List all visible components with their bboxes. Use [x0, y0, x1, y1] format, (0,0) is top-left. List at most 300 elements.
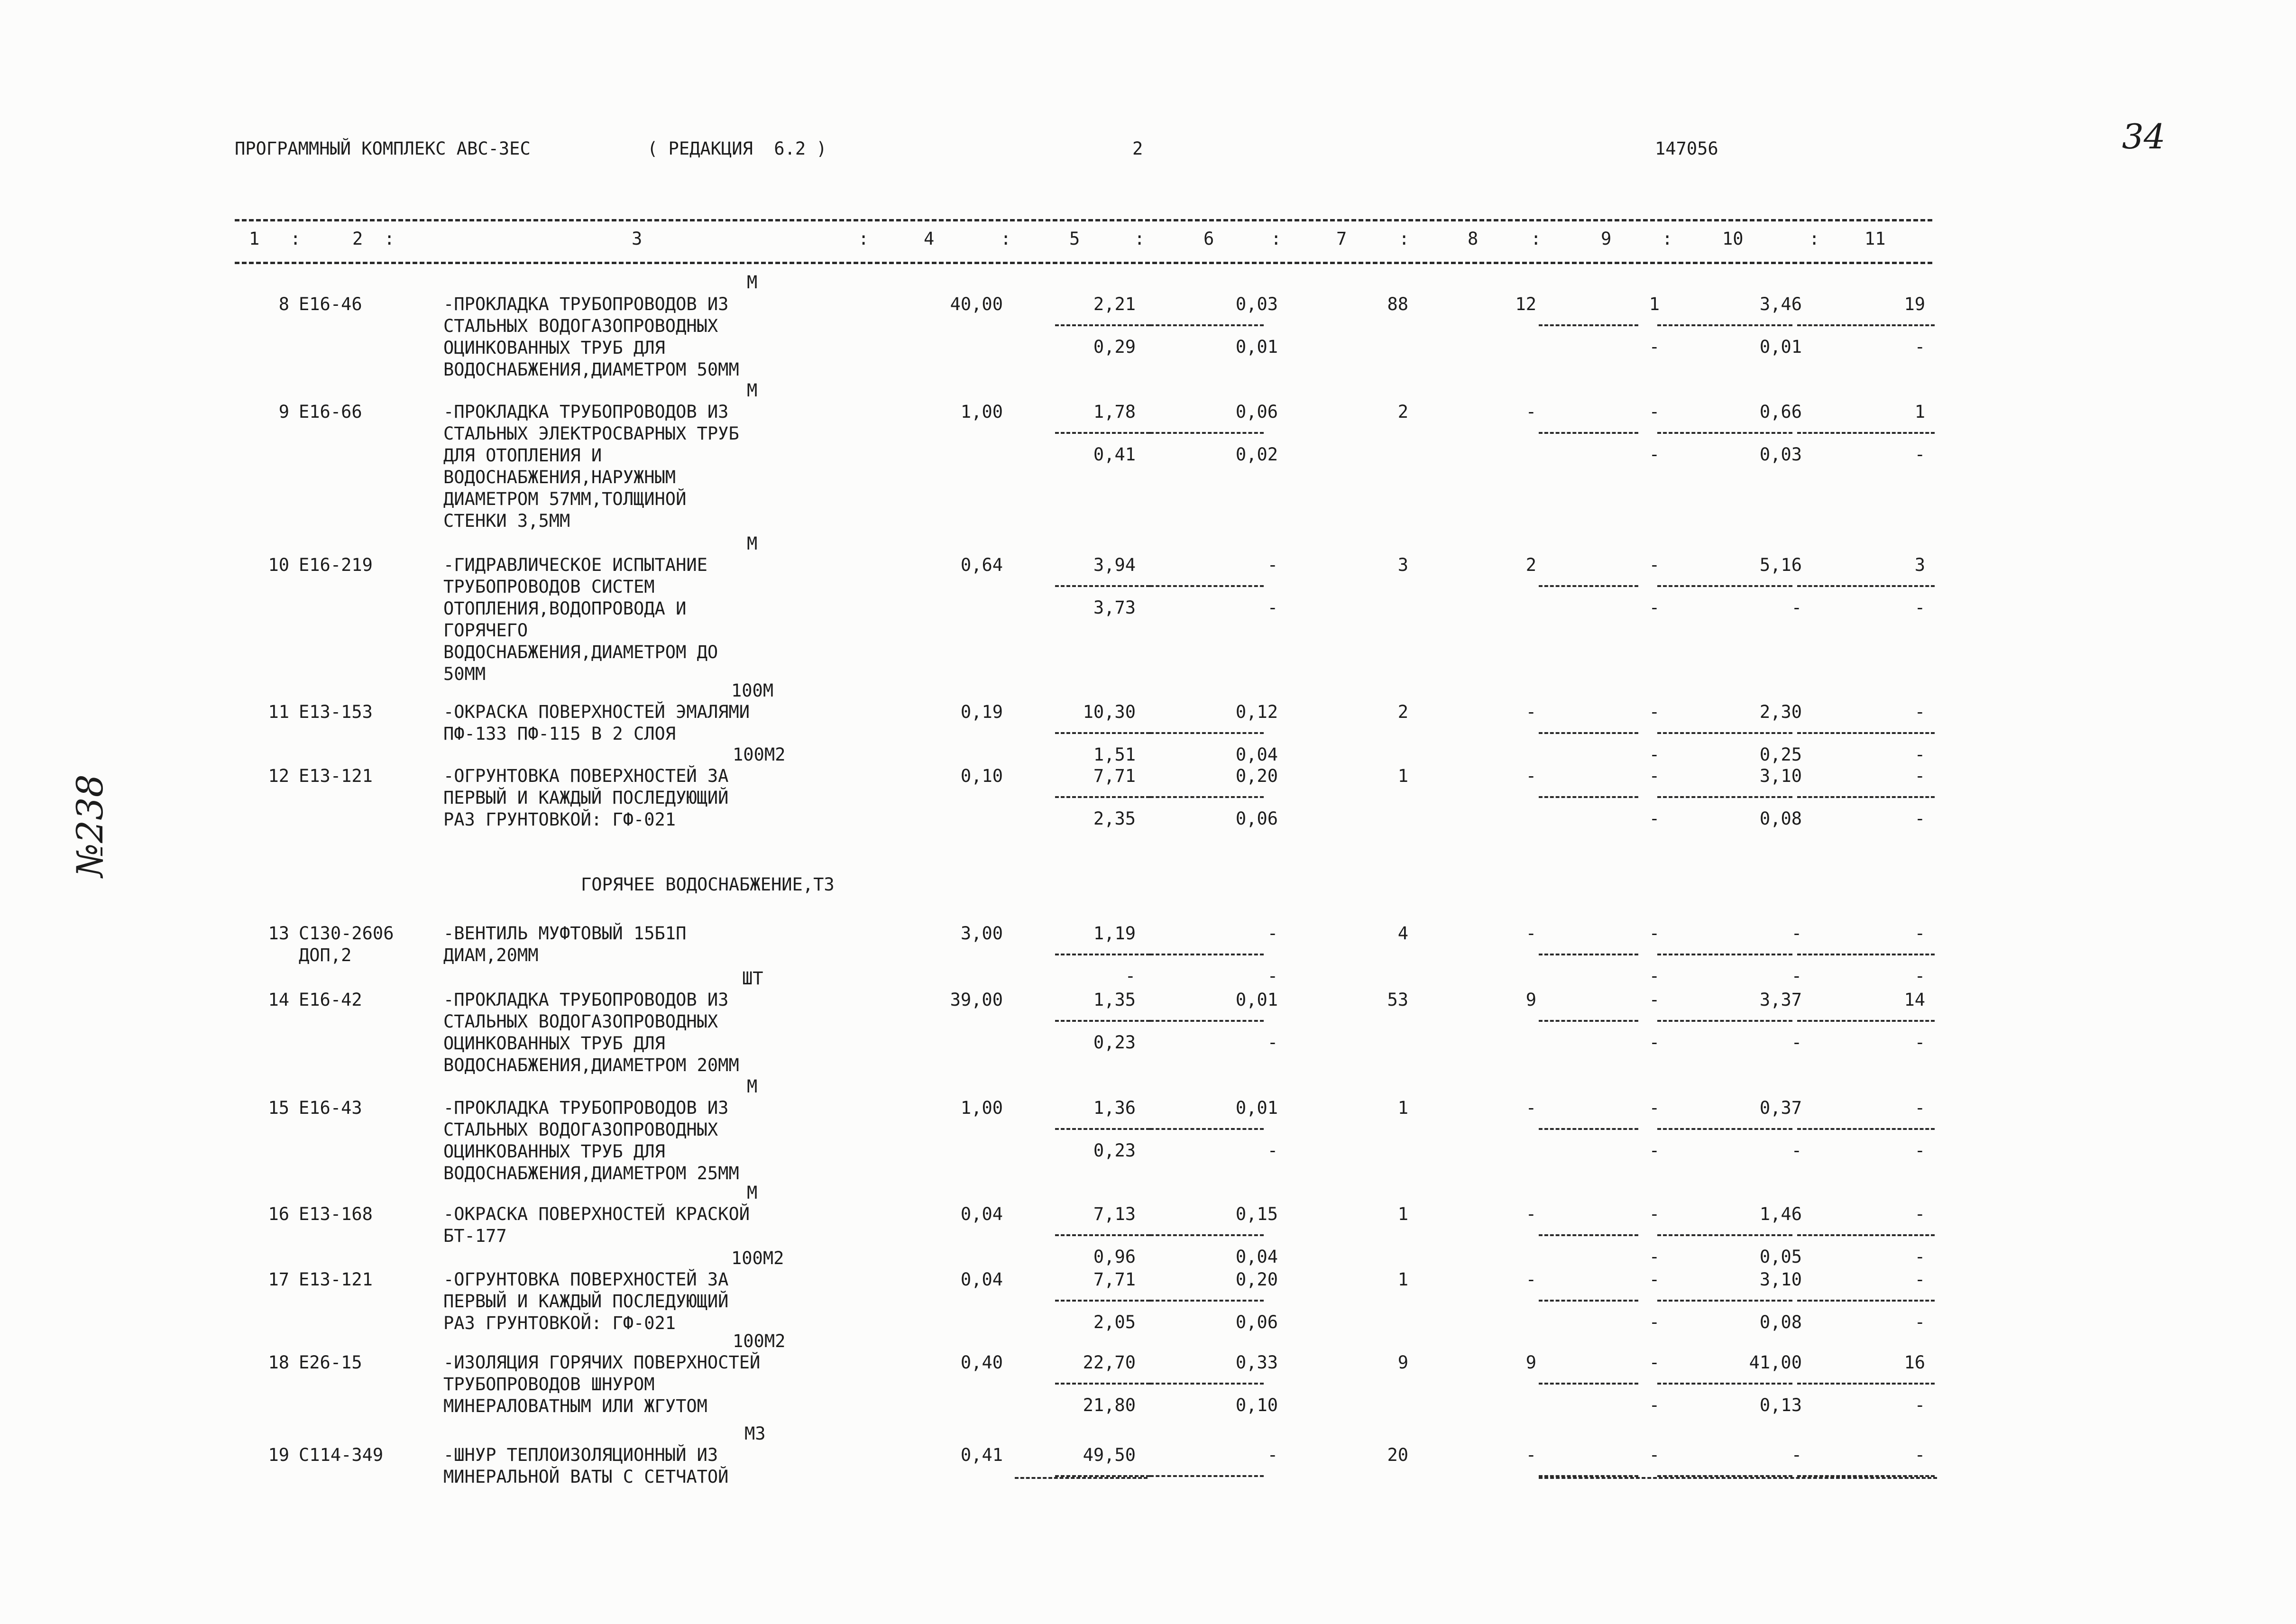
- cell-col6-sub: -: [1267, 1032, 1278, 1053]
- cell-col7: 53: [1387, 990, 1408, 1010]
- cell-col6: 0,06: [1235, 402, 1278, 422]
- quantity: 0,40: [960, 1352, 1003, 1373]
- cell-col5-sub: -: [1125, 966, 1136, 986]
- handwritten-page-number: 34: [2122, 117, 2166, 156]
- cell-divider: [1150, 1234, 1264, 1236]
- unit-label: М: [747, 380, 758, 401]
- cell-col10: 3,10: [1759, 1269, 1802, 1290]
- cell-col9-sub: -: [1649, 1247, 1660, 1267]
- cell-col10: 2,30: [1759, 702, 1802, 722]
- cell-col6-sub: 0,10: [1235, 1395, 1278, 1415]
- cell-col11: -: [1914, 1204, 1925, 1224]
- rate-code: С114-349: [299, 1445, 384, 1465]
- cell-col10: 0,66: [1759, 402, 1802, 422]
- quantity: 0,04: [960, 1204, 1003, 1224]
- cell-col11-sub: -: [1914, 597, 1925, 618]
- cell-divider: [1015, 1477, 1148, 1479]
- cell-col10: -: [1791, 923, 1802, 944]
- cell-divider: [1150, 432, 1264, 434]
- cell-divider: [1055, 732, 1150, 734]
- rate-code: Е13-153: [299, 702, 373, 722]
- column-number: 1: [249, 229, 260, 249]
- cell-col5-sub: 2,05: [1093, 1312, 1136, 1332]
- work-description-line: РАЗ ГРУНТОВКОЙ: ГФ-021: [443, 1313, 676, 1333]
- rate-code: Е16-43: [299, 1098, 362, 1118]
- cell-divider: [1797, 1128, 1935, 1130]
- cell-divider: [1539, 1477, 1937, 1479]
- header-rule-top: [235, 219, 1932, 221]
- cell-col11-sub: -: [1914, 1395, 1925, 1415]
- quantity: 39,00: [950, 990, 1003, 1010]
- cell-col9: -: [1649, 990, 1660, 1010]
- cell-col5: 49,50: [1083, 1445, 1136, 1465]
- column-separator: :: [1001, 229, 1011, 249]
- cell-col10-sub: 0,25: [1759, 744, 1802, 765]
- cell-col9: -: [1649, 923, 1660, 944]
- cell-col5-sub: 3,73: [1093, 597, 1136, 618]
- work-description-line: ДЛЯ ОТОПЛЕНИЯ И: [443, 445, 602, 466]
- cell-col9: -: [1649, 402, 1660, 422]
- work-description-line: ТРУБОПРОВОДОВ ШНУРОМ: [443, 1374, 655, 1395]
- cell-divider: [1150, 1383, 1264, 1385]
- work-description-line: МИНЕРАЛЬНОЙ ВАТЫ С СЕТЧАТОЙ: [443, 1467, 729, 1487]
- row-number: 15: [268, 1098, 289, 1118]
- cell-divider: [1055, 1383, 1150, 1385]
- cell-col8: -: [1525, 1204, 1536, 1224]
- cell-col7: 3: [1397, 555, 1408, 575]
- column-separator: :: [1662, 229, 1673, 249]
- unit-label: М: [747, 533, 758, 554]
- cell-col11: -: [1914, 923, 1925, 944]
- column-separator: :: [384, 229, 395, 249]
- cell-col10: 1,46: [1759, 1204, 1802, 1224]
- unit-label: М: [747, 272, 758, 293]
- cell-col10: -: [1791, 1445, 1802, 1465]
- cell-divider: [1657, 324, 1792, 326]
- work-description-line: ВОДОСНАБЖЕНИЯ,ДИАМЕТРОМ 20ММ: [443, 1055, 739, 1075]
- cell-divider: [1539, 585, 1638, 587]
- cell-col9: -: [1649, 1445, 1660, 1465]
- cell-col5: 1,78: [1093, 402, 1136, 422]
- cell-col9: -: [1649, 555, 1660, 575]
- cell-col10-sub: -: [1791, 597, 1802, 618]
- cell-divider: [1150, 1128, 1264, 1130]
- cell-col9: -: [1649, 702, 1660, 722]
- cell-divider: [1055, 796, 1150, 798]
- cell-col5: 3,94: [1093, 555, 1136, 575]
- cell-col6-sub: -: [1267, 597, 1278, 618]
- cell-col6: 0,33: [1235, 1352, 1278, 1373]
- row-number: 18: [268, 1352, 289, 1373]
- cell-col6: 0,03: [1235, 294, 1278, 314]
- cell-col6: 0,20: [1235, 766, 1278, 786]
- column-separator: :: [858, 229, 869, 249]
- cell-col9-sub: -: [1649, 744, 1660, 765]
- cell-col9: -: [1649, 1098, 1660, 1118]
- cell-divider: [1657, 1128, 1792, 1130]
- column-separator: :: [1271, 229, 1282, 249]
- cell-col5-sub: 21,80: [1083, 1395, 1136, 1415]
- quantity: 3,00: [960, 923, 1003, 944]
- cell-col9-sub: -: [1649, 1140, 1660, 1161]
- cell-divider: [1797, 1300, 1935, 1302]
- cell-divider: [1539, 732, 1638, 734]
- cell-divider: [1539, 1383, 1638, 1385]
- margin-handwritten-note: №238: [69, 774, 111, 877]
- cell-col9-sub: -: [1649, 597, 1660, 618]
- row-number: 13: [268, 923, 289, 944]
- cell-col5: 1,36: [1093, 1098, 1136, 1118]
- cell-col6: -: [1267, 1445, 1278, 1465]
- cell-divider: [1055, 324, 1150, 326]
- row-number: 14: [268, 990, 289, 1010]
- cell-col11: -: [1914, 702, 1925, 722]
- cell-col11: -: [1914, 1098, 1925, 1118]
- cell-col11-sub: -: [1914, 337, 1925, 357]
- cell-col6-sub: 0,02: [1235, 444, 1278, 465]
- quantity: 0,19: [960, 702, 1003, 722]
- cell-col6-sub: 0,01: [1235, 337, 1278, 357]
- rate-code-suffix: ДОП,2: [299, 945, 352, 965]
- cell-divider: [1055, 1128, 1150, 1130]
- cell-divider: [1150, 1475, 1264, 1477]
- cell-col9-sub: -: [1649, 1032, 1660, 1053]
- work-description-line: ОЦИНКОВАННЫХ ТРУБ ДЛЯ: [443, 1141, 665, 1162]
- rate-code: Е16-42: [299, 990, 362, 1010]
- cell-divider: [1539, 796, 1638, 798]
- work-description-line: ПЕРВЫЙ И КАЖДЫЙ ПОСЛЕДУЮЩИЙ: [443, 788, 729, 808]
- quantity: 0,41: [960, 1445, 1003, 1465]
- cell-col9-sub: -: [1649, 966, 1660, 986]
- rate-code: Е16-46: [299, 294, 362, 314]
- cell-col11: 16: [1904, 1352, 1925, 1373]
- row-number: 19: [268, 1445, 289, 1465]
- cell-col6-sub: 0,04: [1235, 744, 1278, 765]
- cell-col11: 14: [1904, 990, 1925, 1010]
- quantity: 0,10: [960, 766, 1003, 786]
- unit-label: М: [747, 1183, 758, 1203]
- cell-col9: -: [1649, 1204, 1660, 1224]
- column-separator: :: [1134, 229, 1145, 249]
- work-description-line: БТ-177: [443, 1226, 507, 1246]
- work-description-line: -ОГРУНТОВКА ПОВЕРХНОСТЕЙ ЗА: [443, 766, 729, 786]
- cell-col6: 0,20: [1235, 1269, 1278, 1290]
- cell-divider: [1657, 432, 1792, 434]
- cell-col8: -: [1525, 766, 1536, 786]
- rate-code: Е13-168: [299, 1204, 373, 1224]
- cell-col5-sub: 0,41: [1093, 444, 1136, 465]
- cell-col11-sub: -: [1914, 1140, 1925, 1161]
- cell-col6-sub: 0,06: [1235, 808, 1278, 829]
- cell-col6: 0,15: [1235, 1204, 1278, 1224]
- cell-col10: 41,00: [1749, 1352, 1802, 1373]
- unit-label: 100М2: [733, 744, 786, 765]
- work-description-line: ДИАМЕТРОМ 57ММ,ТОЛЩИНОЙ: [443, 489, 687, 509]
- row-number: 8: [278, 294, 289, 314]
- cell-col7: 1: [1397, 1204, 1408, 1224]
- edition: ( РЕДАКЦИЯ 6.2 ): [647, 138, 827, 159]
- cell-divider: [1150, 1300, 1264, 1302]
- cell-col10-sub: 0,01: [1759, 337, 1802, 357]
- cell-col11-sub: -: [1914, 808, 1925, 829]
- column-number: 5: [1069, 229, 1080, 249]
- cell-divider: [1657, 1020, 1792, 1022]
- work-description-line: ТРУБОПРОВОДОВ СИСТЕМ: [443, 577, 655, 597]
- cell-col9-sub: -: [1649, 337, 1660, 357]
- cell-col9: -: [1649, 1269, 1660, 1290]
- cell-col6-sub: -: [1267, 966, 1278, 986]
- work-description-line: СТАЛЬНЫХ ВОДОГАЗОПРОВОДНЫХ: [443, 1011, 718, 1032]
- cell-col9: 1: [1649, 294, 1660, 314]
- cell-col9: -: [1649, 1352, 1660, 1373]
- work-description-line: -ИЗОЛЯЦИЯ ГОРЯЧИХ ПОВЕРХНОСТЕЙ: [443, 1352, 761, 1373]
- cell-divider: [1657, 1383, 1792, 1385]
- cell-col11-sub: -: [1914, 744, 1925, 765]
- unit-label: 100М2: [733, 1331, 786, 1351]
- rate-code: Е13-121: [299, 766, 373, 786]
- cell-col8: -: [1525, 923, 1536, 944]
- rate-code: Е26-15: [299, 1352, 362, 1373]
- cell-col11-sub: -: [1914, 1247, 1925, 1267]
- row-number: 17: [268, 1269, 289, 1290]
- cell-col11: 1: [1914, 402, 1925, 422]
- cell-col10-sub: 0,08: [1759, 1312, 1802, 1332]
- cell-col8: -: [1525, 1445, 1536, 1465]
- work-description-line: -ОГРУНТОВКА ПОВЕРХНОСТЕЙ ЗА: [443, 1269, 729, 1290]
- cell-col10-sub: 0,05: [1759, 1247, 1802, 1267]
- cell-col6: 0,01: [1235, 990, 1278, 1010]
- quantity: 0,04: [960, 1269, 1003, 1290]
- work-description-line: -ВЕНТИЛЬ МУФТОВЫЙ 15Б1П: [443, 923, 687, 944]
- program-title: ПРОГРАММНЫЙ КОМПЛЕКС АВС-3ЕС: [235, 138, 531, 159]
- cell-divider: [1797, 432, 1935, 434]
- column-number: 2: [352, 229, 363, 249]
- cell-divider: [1150, 954, 1264, 955]
- cell-col5: 10,30: [1083, 702, 1136, 722]
- cell-col5-sub: 0,23: [1093, 1032, 1136, 1053]
- cell-divider: [1539, 1020, 1638, 1022]
- work-description-line: -ПРОКЛАДКА ТРУБОПРОВОДОВ ИЗ: [443, 402, 729, 422]
- work-description-line: 50ММ: [443, 664, 486, 684]
- cell-col8: -: [1525, 1269, 1536, 1290]
- column-number: 8: [1468, 229, 1479, 249]
- cell-col11-sub: -: [1914, 444, 1925, 465]
- cell-col6: 0,12: [1235, 702, 1278, 722]
- row-number: 10: [268, 555, 289, 575]
- column-separator: :: [1399, 229, 1410, 249]
- cell-divider: [1055, 1234, 1150, 1236]
- column-number: 4: [924, 229, 935, 249]
- work-description-line: -ОКРАСКА ПОВЕРХНОСТЕЙ ЭМАЛЯМИ: [443, 702, 750, 722]
- cell-col5-sub: 2,35: [1093, 808, 1136, 829]
- cell-col11-sub: -: [1914, 1032, 1925, 1053]
- cell-col10: 3,46: [1759, 294, 1802, 314]
- cell-col11-sub: -: [1914, 966, 1925, 986]
- cell-divider: [1657, 1300, 1792, 1302]
- work-description-line: -ГИДРАВЛИЧЕСКОЕ ИСПЫТАНИЕ: [443, 555, 707, 575]
- unit-label: М: [747, 1076, 758, 1097]
- unit-label: ШТ: [742, 968, 763, 989]
- cell-divider: [1539, 432, 1638, 434]
- cell-col7: 2: [1397, 402, 1408, 422]
- cell-col8: 9: [1525, 1352, 1536, 1373]
- work-description-line: ОТОПЛЕНИЯ,ВОДОПРОВОДА И: [443, 598, 687, 619]
- cell-col7: 4: [1397, 923, 1408, 944]
- column-separator: :: [1531, 229, 1542, 249]
- cell-divider: [1797, 732, 1935, 734]
- cell-col11: -: [1914, 1269, 1925, 1290]
- cell-divider: [1797, 585, 1935, 587]
- quantity: 40,00: [950, 294, 1003, 314]
- work-description-line: ДИАМ,20ММ: [443, 945, 539, 965]
- cell-divider: [1150, 796, 1264, 798]
- work-description-line: СТАЛЬНЫХ ЭЛЕКТРОСВАРНЫХ ТРУБ: [443, 423, 739, 444]
- cell-col7: 1: [1397, 1269, 1408, 1290]
- column-number: 9: [1601, 229, 1612, 249]
- cell-col11: -: [1914, 1445, 1925, 1465]
- cell-divider: [1657, 585, 1792, 587]
- row-number: 16: [268, 1204, 289, 1224]
- cell-divider: [1657, 732, 1792, 734]
- cell-divider: [1797, 1383, 1935, 1385]
- cell-col9-sub: -: [1649, 444, 1660, 465]
- cell-col10-sub: -: [1791, 966, 1802, 986]
- cell-col8: 9: [1525, 990, 1536, 1010]
- work-description-line: ВОДОСНАБЖЕНИЯ,ДИАМЕТРОМ ДО: [443, 642, 718, 662]
- cell-col6-sub: 0,06: [1235, 1312, 1278, 1332]
- document-number: 147056: [1655, 138, 1718, 159]
- quantity: 0,64: [960, 555, 1003, 575]
- column-separator: :: [1809, 229, 1820, 249]
- row-number: 12: [268, 766, 289, 786]
- cell-divider: [1657, 796, 1792, 798]
- cell-col10: 3,37: [1759, 990, 1802, 1010]
- rate-code: Е16-66: [299, 402, 362, 422]
- cell-divider: [1150, 1020, 1264, 1022]
- cell-col8: -: [1525, 402, 1536, 422]
- rate-code: С130-2606: [299, 923, 394, 944]
- cell-col11: -: [1914, 766, 1925, 786]
- cell-col6-sub: 0,04: [1235, 1247, 1278, 1267]
- unit-label: 100М2: [731, 1248, 784, 1268]
- cell-col11: 3: [1914, 555, 1925, 575]
- cell-divider: [1055, 1020, 1150, 1022]
- cell-col8: -: [1525, 702, 1536, 722]
- column-number: 10: [1722, 229, 1744, 249]
- work-description-line: -ПРОКЛАДКА ТРУБОПРОВОДОВ ИЗ: [443, 294, 729, 314]
- cell-divider: [1539, 1128, 1638, 1130]
- cell-col5: 7,13: [1093, 1204, 1136, 1224]
- rate-code: Е16-219: [299, 555, 373, 575]
- quantity: 1,00: [960, 402, 1003, 422]
- column-number: 3: [632, 229, 643, 249]
- cell-col6-sub: -: [1267, 1140, 1278, 1161]
- cell-col9-sub: -: [1649, 1395, 1660, 1415]
- cell-divider: [1797, 954, 1935, 955]
- work-description-line: РАЗ ГРУНТОВКОЙ: ГФ-021: [443, 809, 676, 830]
- cell-col5-sub: 1,51: [1093, 744, 1136, 765]
- cell-divider: [1055, 432, 1150, 434]
- cell-divider: [1539, 324, 1638, 326]
- cell-divider: [1539, 1234, 1638, 1236]
- work-description-line: ГОРЯЧЕГО: [443, 620, 528, 641]
- work-description-line: ПФ-133 ПФ-115 В 2 СЛОЯ: [443, 724, 676, 744]
- cell-col6: 0,01: [1235, 1098, 1278, 1118]
- cell-col7: 88: [1387, 294, 1408, 314]
- cell-col5: 7,71: [1093, 766, 1136, 786]
- column-number: 7: [1336, 229, 1347, 249]
- cell-col5: 1,35: [1093, 990, 1136, 1010]
- cell-col5: 22,70: [1083, 1352, 1136, 1373]
- row-number: 9: [278, 402, 289, 422]
- column-number: 11: [1864, 229, 1886, 249]
- page-number: 2: [1132, 138, 1143, 159]
- cell-col10-sub: -: [1791, 1140, 1802, 1161]
- cell-divider: [1055, 585, 1150, 587]
- cell-divider: [1539, 954, 1638, 955]
- cell-col10: 3,10: [1759, 766, 1802, 786]
- work-description-line: ОЦИНКОВАННЫХ ТРУБ ДЛЯ: [443, 338, 665, 358]
- header-rule-bottom: [235, 262, 1932, 264]
- cell-divider: [1150, 324, 1264, 326]
- cell-col10: 5,16: [1759, 555, 1802, 575]
- cell-col7: 20: [1387, 1445, 1408, 1465]
- work-description-line: ВОДОСНАБЖЕНИЯ,НАРУЖНЫМ: [443, 467, 676, 487]
- cell-col7: 2: [1397, 702, 1408, 722]
- cell-col8: 12: [1515, 294, 1536, 314]
- cell-divider: [1797, 796, 1935, 798]
- cell-divider: [1657, 1234, 1792, 1236]
- work-description-line: -ШНУР ТЕПЛОИЗОЛЯЦИОННЫЙ ИЗ: [443, 1445, 718, 1465]
- cell-col5-sub: 0,29: [1093, 337, 1136, 357]
- cell-col7: 1: [1397, 1098, 1408, 1118]
- cell-col7: 1: [1397, 766, 1408, 786]
- cell-col10-sub: 0,08: [1759, 808, 1802, 829]
- cell-col10-sub: 0,13: [1759, 1395, 1802, 1415]
- cell-divider: [1797, 324, 1935, 326]
- cell-col9: -: [1649, 766, 1660, 786]
- cell-col5: 2,21: [1093, 294, 1136, 314]
- cell-divider: [1055, 1300, 1150, 1302]
- cell-col5: 1,19: [1093, 923, 1136, 944]
- work-description-line: СТАЛЬНЫХ ВОДОГАЗОПРОВОДНЫХ: [443, 316, 718, 336]
- cell-divider: [1657, 954, 1792, 955]
- rate-code: Е13-121: [299, 1269, 373, 1290]
- cell-col11: 19: [1904, 294, 1925, 314]
- column-number: 6: [1203, 229, 1214, 249]
- cell-col8: -: [1525, 1098, 1536, 1118]
- work-description-line: ПЕРВЫЙ И КАЖДЫЙ ПОСЛЕДУЮЩИЙ: [443, 1291, 729, 1312]
- unit-label: М3: [744, 1423, 766, 1444]
- cell-col10-sub: -: [1791, 1032, 1802, 1053]
- work-description-line: СТАЛЬНЫХ ВОДОГАЗОПРОВОДНЫХ: [443, 1119, 718, 1140]
- row-number: 11: [268, 702, 289, 722]
- cell-col9-sub: -: [1649, 1312, 1660, 1332]
- cell-divider: [1055, 954, 1150, 955]
- cell-divider: [1539, 1300, 1638, 1302]
- work-description-line: ВОДОСНАБЖЕНИЯ,ДИАМЕТРОМ 25ММ: [443, 1163, 739, 1184]
- cell-col8: 2: [1525, 555, 1536, 575]
- cell-col6: -: [1267, 555, 1278, 575]
- cell-divider: [1150, 732, 1264, 734]
- unit-label: 100М: [731, 680, 774, 701]
- cell-col5-sub: 0,23: [1093, 1140, 1136, 1161]
- cell-col10-sub: 0,03: [1759, 444, 1802, 465]
- cell-col5: 7,71: [1093, 1269, 1136, 1290]
- cell-divider: [1797, 1234, 1935, 1236]
- cell-col9-sub: -: [1649, 808, 1660, 829]
- cell-col6: -: [1267, 923, 1278, 944]
